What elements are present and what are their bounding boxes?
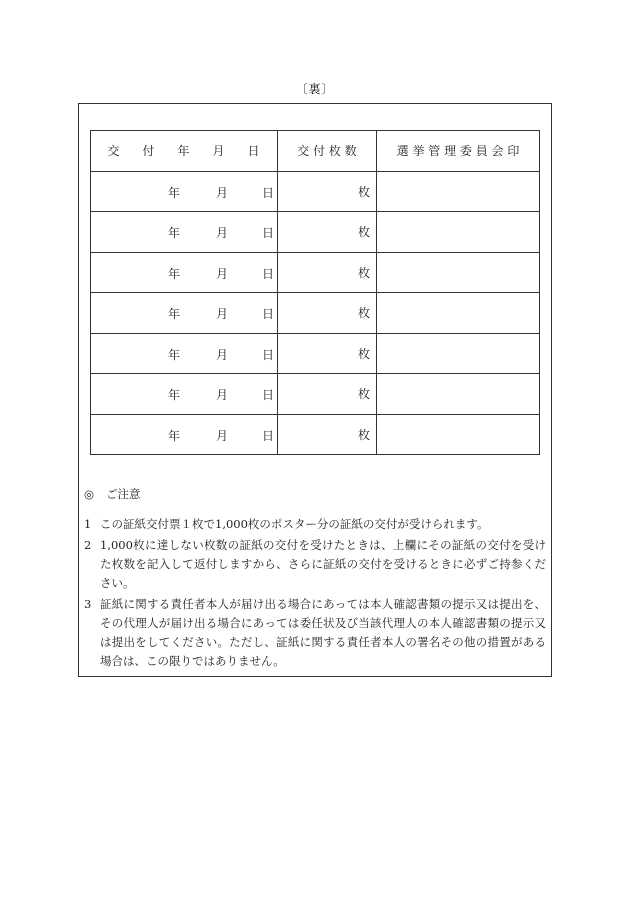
month-label: 月 (216, 266, 229, 281)
table-header-row (91, 131, 540, 172)
year-label: 年 (168, 388, 181, 402)
note-text: 1,000枚に達しない枚数の証紙の交付を受けたときは、上欄にその証紙の交付を受けた枚数を記入して返付しますから、さらに証紙の交付を受けるときに必ずご持参ください。 (100, 538, 546, 590)
header-char: 月 (212, 144, 226, 159)
day-label: 日 (262, 307, 275, 321)
month-label: 月 (216, 428, 229, 443)
seal-cell[interactable] (377, 212, 540, 253)
note-item (84, 536, 546, 593)
table-row (91, 252, 540, 293)
date-cell[interactable] (91, 171, 278, 212)
note-number: 3 (84, 597, 92, 611)
count-cell[interactable]: 枚 (278, 333, 377, 374)
note-text: 証紙に関する責任者本人が届け出る場合にあっては本人確認書類の提示又は提出を、その代理人が届け出る場合にあっては委任状及び当該代理人の本人確認書類の提示又は提出をしてください。ただし、証紙に関する責任者本人の署名その他の措置がある場合は、この限りではありません。 (100, 597, 546, 668)
year-label: 年 (168, 266, 181, 281)
date-cell[interactable] (91, 333, 278, 374)
note-text: この証紙交付票１枚で1,000枚のポスター分の証紙の交付が受けられます。 (100, 517, 489, 531)
date-cell[interactable] (91, 374, 278, 415)
count-cell[interactable]: 枚 (278, 414, 377, 455)
date-cell[interactable] (91, 414, 278, 455)
seal-cell[interactable] (377, 293, 540, 334)
seal-cell[interactable] (377, 252, 540, 293)
notes-title: ご注意 (106, 487, 141, 501)
count-cell[interactable]: 枚 (278, 293, 377, 334)
seal-cell[interactable] (377, 374, 540, 415)
header-char: 交 (107, 144, 121, 159)
count-cell[interactable]: 枚 (278, 171, 377, 212)
year-label: 年 (168, 226, 181, 240)
year-label: 年 (168, 428, 181, 443)
seal-cell[interactable] (377, 414, 540, 455)
note-item (84, 515, 546, 534)
date-cell[interactable] (91, 293, 278, 334)
table-row (91, 293, 540, 334)
year-label: 年 (168, 185, 181, 200)
table-row (91, 414, 540, 455)
count-cell[interactable]: 枚 (278, 374, 377, 415)
table-row (91, 171, 540, 212)
day-label: 日 (262, 266, 275, 281)
month-label: 月 (216, 226, 229, 240)
note-number: 2 (84, 538, 92, 552)
page-label: 〔裏〕 (295, 82, 335, 96)
note-number: 1 (84, 517, 92, 531)
date-cell[interactable] (91, 212, 278, 253)
notes-heading (84, 485, 546, 504)
count-cell[interactable]: 枚 (278, 212, 377, 253)
day-label: 日 (262, 428, 275, 443)
count-cell[interactable]: 枚 (278, 252, 377, 293)
month-label: 月 (216, 185, 229, 200)
table-row (91, 212, 540, 253)
date-cell[interactable] (91, 252, 278, 293)
day-label: 日 (262, 347, 275, 362)
day-label: 日 (262, 226, 275, 240)
issue-record-table (90, 130, 540, 455)
year-label: 年 (168, 347, 181, 362)
header-committee-seal: 選 挙 管 理 委 員 会 印 (377, 131, 540, 172)
header-char: 日 (247, 144, 261, 159)
header-char: 付 (142, 144, 156, 159)
header-issue-date (91, 131, 278, 172)
notes-section (84, 485, 546, 673)
double-circle-icon: ◎ (84, 487, 95, 501)
header-char: 年 (177, 144, 191, 159)
seal-cell[interactable] (377, 333, 540, 374)
table-row (91, 333, 540, 374)
table-row (91, 374, 540, 415)
year-label: 年 (168, 307, 181, 321)
day-label: 日 (262, 185, 275, 200)
month-label: 月 (216, 347, 229, 362)
seal-cell[interactable] (377, 171, 540, 212)
day-label: 日 (262, 388, 275, 402)
note-item (84, 595, 546, 671)
month-label: 月 (216, 388, 229, 402)
month-label: 月 (216, 307, 229, 321)
header-issue-count: 交 付 枚 数 (278, 131, 377, 172)
